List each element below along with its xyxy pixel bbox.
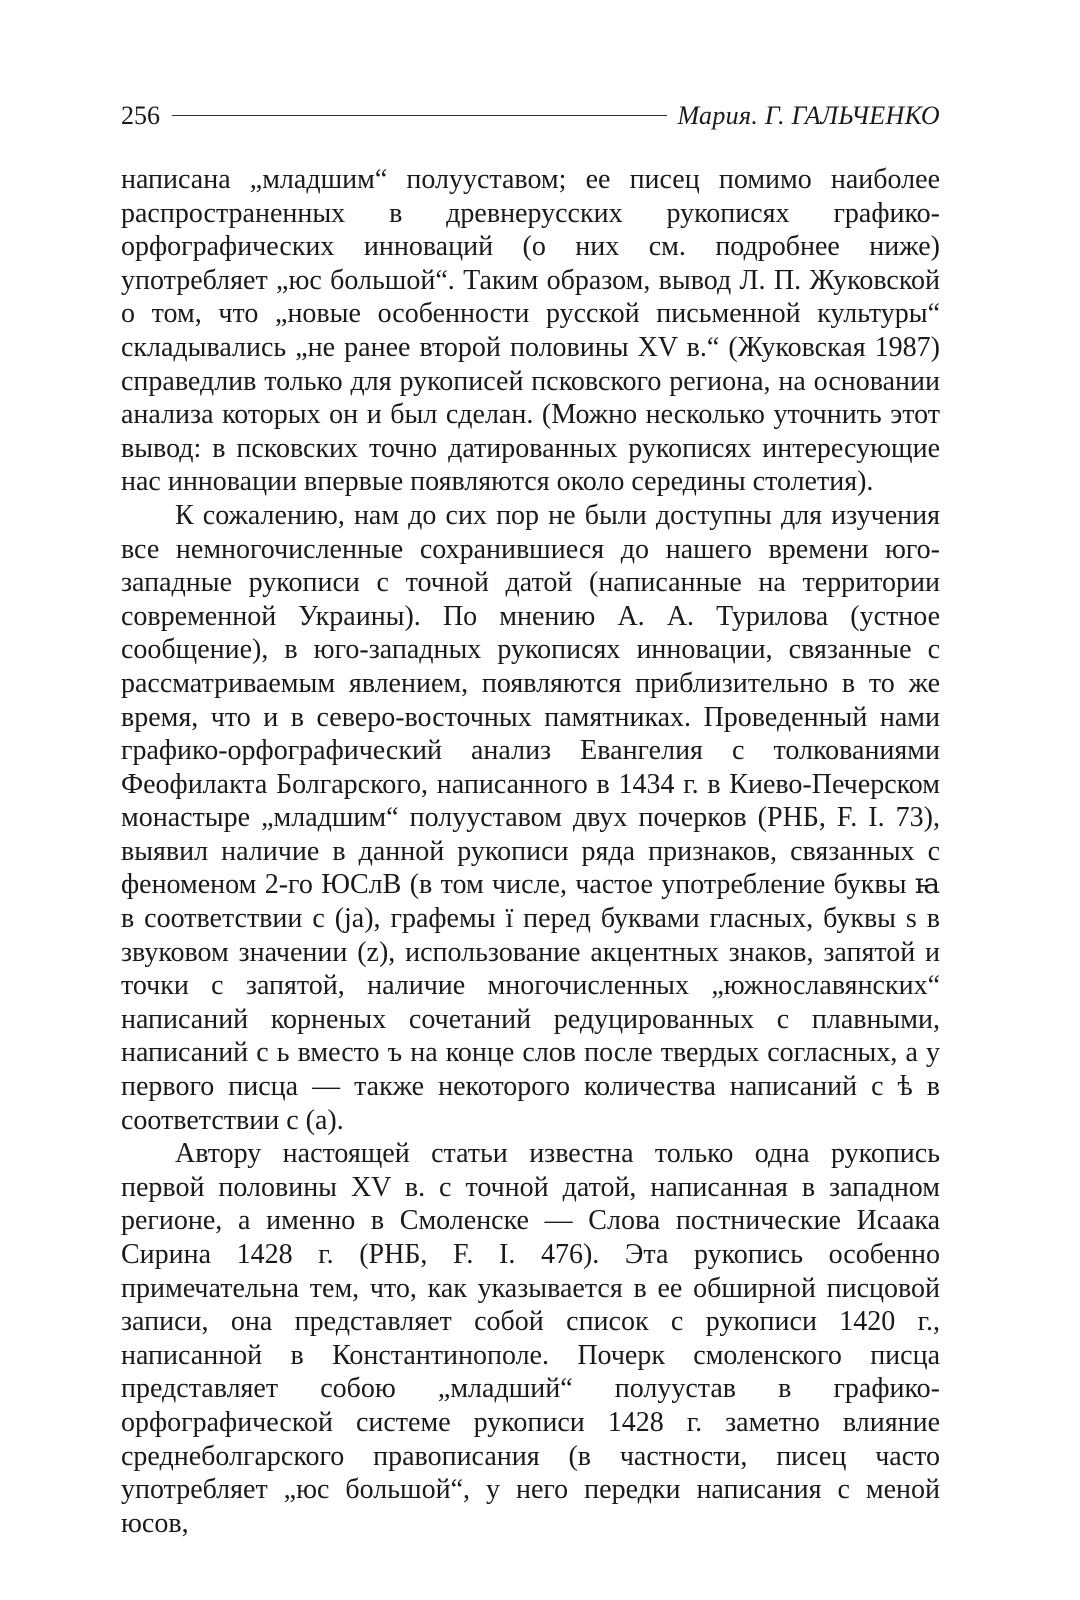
running-header-author: Мария. Г. ГАЛЬЧЕНКО bbox=[677, 101, 940, 130]
paragraph-3: Автору настоящей статьи известна только одна рукопись первой половины XV в. с точной датой, написанная в западном регионе, а именно в Смоленске — Слова постнические Исаака Сирина 1428 г. (РНБ, F. I. 476). Эта рукопись особенно примечательна тем, что, как указывается в ее обширной писцовой записи, она представляет собой список с рукописи 1420 г., написанной в Константинополе. Почерк смоленского писца представляет собою „младший“ полуустав в графико-орфографической системе рукописи 1428 г. заметно влияние среднеболгарского правописания (в частности, писец часто употребляет „юс большой“, у него передки написания с меной юсов, bbox=[121, 1138, 940, 1539]
header-rule bbox=[172, 115, 667, 116]
running-header bbox=[121, 101, 940, 141]
paragraph-1: написана „младшим“ полууставом; ее писец помимо наиболее распространенных в древнерусских рукописях графико-орфографических инноваций (о них см. подробнее ниже) употребляет „юс большой“. Таким образом, вывод Л. П. Жуковской о том, что „новые особенности русской письменной культуры“ складывались „не ранее второй половины XV в.“ (Жуковская 1987) справедлив только для рукописей псковского региона, на основании анализа которых он и был сделан. (Можно несколько уточнить этот вывод: в псковских точно датированных рукописях интересующие нас инновации впервые появляются около середины столетия). bbox=[121, 164, 940, 498]
paragraph-2: К сожалению, нам до сих пор не были доступны для изучения все немногочисленные сохранившиеся до нашего времени юго-западные рукописи с точной датой (написанные на территории современной Украины). По мнению А. А. Турилова (устное сообщение), в юго-западных рукописях инновации, связанные с рассматриваемым явлением, появляются приблизительно в то же время, что и в северо-восточных памятниках. Проведенный нами графико-орфографический анализ Евангелия с толкованиями Феофилакта Болгарского, написанного в 1434 г. в Киево-Печерском монастыре „младшим“ полууставом двух почерков (РНБ, F. I. 73), выявил наличие в данной рукописи ряда признаков, связанных с феноменом 2-го ЮСлВ (в том числе, частое употребление буквы ꙗ в соответствии с (ja), графемы ї перед буквами гласных, буквы ѕ в звуковом значении (z), использование акцентных знаков, запятой и точки с запятой, наличие многочисленных „южнославянских“ написаний корненых сочетаний редуцированных с плавными, написаний с ь вместо ъ на конце слов после твердых согласных, а у первого писца — также некоторого количества написаний с ѣ в соответствии с (а). bbox=[121, 499, 940, 1136]
page-number: 256 bbox=[121, 101, 160, 130]
body-text bbox=[121, 163, 940, 1539]
